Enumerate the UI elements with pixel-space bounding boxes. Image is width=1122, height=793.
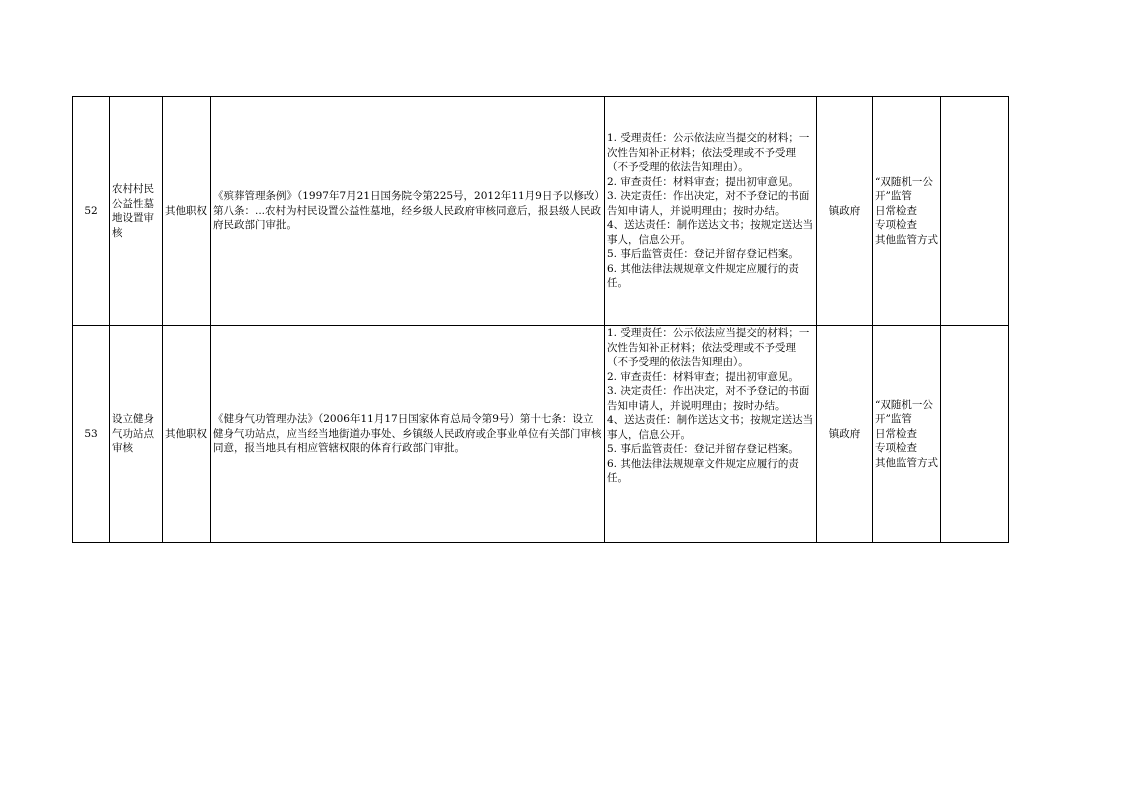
- responsibility-item: 2. 审查责任：材料审查；提出初审意见。: [607, 370, 799, 383]
- legal-basis: 《殡葬管理条例》（1997年7月21日国务院令第225号，2012年11月9日予以修改）第八条：...农村为村民设置公益性墓地，经乡级人民政府审核同意后，报县级人民政府民政部门审批。: [211, 97, 605, 326]
- responsibility-item: 1. 受理责任：公示依法应当提交的材料；一次性告知补正材料；依法受理或不予受理（不予受理的依法告知理由）。: [607, 327, 810, 368]
- responsibility-item: 4、送达责任：制作送达文书；按规定送达当事人，信息公开。: [607, 219, 814, 246]
- responsibility-item: 3. 决定责任：作出决定，对不予登记的书面告知申请人，并说明理由；按时办结。: [607, 190, 810, 217]
- power-type: 其他职权: [163, 326, 211, 543]
- table-row: [73, 326, 1009, 543]
- power-type: 其他职权: [163, 97, 211, 326]
- remark-cell: [941, 326, 1009, 543]
- responsibility-item: 5. 事后监管责任：登记并留存登记档案。: [607, 443, 799, 455]
- responsibility-item: 1. 受理责任：公示依法应当提交的材料；一次性告知补正材料；依法受理或不予受理（不予受理的依法告知理由）。: [607, 132, 810, 174]
- table-row: [73, 97, 1009, 326]
- legal-basis: 《健身气功管理办法》（2006年11月17日国家体育总局令第9号）第十七条：设立健身气功站点，应当经当地街道办事处、乡镇级人民政府或企事业单位有关部门审核同意，报当地具有相应管辖权限的体育行政部门审批。: [211, 326, 605, 543]
- responsibility-item: 6. 其他法律法规规章文件规定应履行的责任。: [607, 457, 799, 484]
- supervision-methods: “双随机一公开”监管 日常检查 专项检查 其他监管方式: [873, 97, 941, 326]
- responsibility-item: 3. 决定责任：作出决定，对不予登记的书面告知申请人，并说明理由；按时办结。: [607, 385, 810, 412]
- row-number: 53: [73, 326, 110, 543]
- remark-cell: [941, 97, 1009, 326]
- responsibility-list: [605, 326, 817, 543]
- responsibility-list: [605, 97, 817, 326]
- responsible-department: 镇政府: [817, 97, 873, 326]
- item-name: 设立健身气功站点审核: [110, 326, 163, 543]
- row-number: 52: [73, 97, 110, 326]
- power-list-table: [72, 96, 1009, 543]
- responsibility-item: 6. 其他法律法规规章文件规定应履行的责任。: [607, 262, 799, 290]
- item-name: 农村村民公益性墓地设置审核: [110, 97, 163, 326]
- responsibility-item: 4、送达责任：制作送达文书；按规定送达当事人，信息公开。: [607, 414, 814, 441]
- responsible-department: 镇政府: [817, 326, 873, 543]
- supervision-methods: “双随机一公开”监管 日常检查 专项检查 其他监管方式: [873, 326, 941, 543]
- responsibility-item: 2. 审查责任：材料审查；提出初审意见。: [607, 175, 799, 188]
- responsibility-item: 5. 事后监管责任：登记并留存登记档案。: [607, 248, 799, 261]
